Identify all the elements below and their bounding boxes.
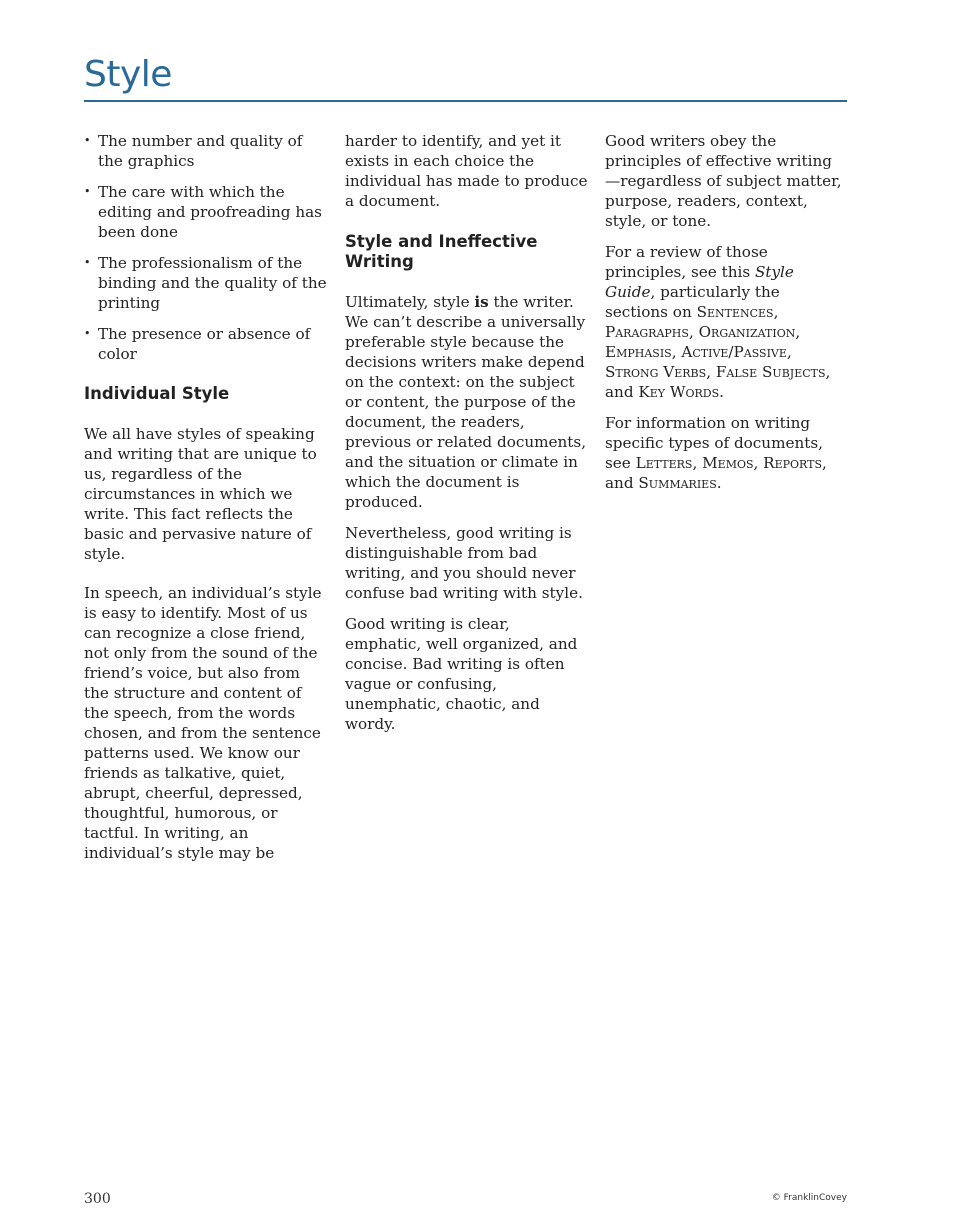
cross-reference: Reports: [763, 454, 823, 472]
separator: ,: [706, 363, 716, 381]
paragraph: Good writers obey the principles of effective writing—regardless of subject matter, purpose, readers, context, style, or tone.: [605, 132, 842, 230]
bullet-item: [84, 253, 329, 313]
paragraph: Nevertheless, good writing is distinguishable from bad writing, and you should never confuse bad writing with style.: [345, 524, 583, 602]
separator: .: [716, 474, 722, 492]
separator: , and: [605, 363, 831, 401]
column-2: [345, 131, 590, 745]
text-run: , particularly the sections on: [605, 283, 780, 321]
separator: ,: [753, 454, 764, 472]
cross-reference: Paragraphs: [605, 323, 689, 341]
cross-reference: False Subjects: [715, 363, 826, 381]
paragraph: We all have styles of speaking and writing that are unique to us, regardless of the circumstances in which we write. This fact reflects the basic and pervasive nature of style.: [84, 425, 317, 563]
separator: ,: [786, 343, 792, 361]
paragraph: In speech, an individual’s style is easy to identify. Most of us can recognize a close friend, not only from the sound of the friend’s voice, but also from the structure and content of the speech, from the words chosen, and from the sentence patterns used. We know our friends as talkative, quiet, abrupt, cheerful, depressed, thoughtful, humorous, or tactful. In writing, an individual’s style may be: [84, 584, 322, 862]
page-title: Style: [84, 54, 172, 95]
text-run: the writer. We can’t describe a universally preferable style because the decisions writers make depend on the context: on the subject or content, the purpose of the document, the readers, previous or related documents, and the situation or climate in which the document is produced.: [345, 293, 587, 511]
book-title: Style Guide: [605, 263, 794, 301]
separator: ,: [795, 323, 801, 341]
bullet-text: The care with which the editing and proofreading has been done: [98, 183, 322, 241]
cross-reference: Organization: [698, 323, 796, 341]
bullet-icon: •: [84, 327, 91, 340]
separator: ,: [773, 303, 779, 321]
paragraph: [605, 242, 847, 402]
separator: ,: [688, 323, 699, 341]
bullet-text: The professionalism of the binding and the quality of the printing: [98, 254, 327, 312]
cross-reference: Summaries: [638, 474, 717, 492]
bold-emphasis: is: [474, 293, 489, 311]
copyright-notice: © FranklinCovey: [771, 1193, 847, 1203]
column-3: [605, 131, 847, 504]
separator: ,: [692, 454, 703, 472]
title-rule: [84, 100, 847, 102]
paragraph: harder to identify, and yet it exists in each choice the individual has made to produce a document.: [345, 132, 588, 210]
bullet-icon: •: [84, 185, 91, 198]
bullet-item: [84, 324, 329, 364]
bullet-list: [84, 131, 329, 364]
cross-reference: Active/Passive: [681, 343, 787, 361]
text-run: For information on writing specific types of documents, see: [605, 414, 823, 472]
heading-style-ineffective-writing: Style and Ineffective Writing: [345, 232, 538, 271]
bullet-text: The number and quality of the graphics: [98, 132, 303, 170]
bullet-item: [84, 131, 329, 171]
heading-individual-style: Individual Style: [84, 384, 230, 403]
page-number: 300: [84, 1191, 111, 1207]
separator: , and: [605, 454, 827, 492]
bullet-item: [84, 182, 329, 242]
separator: ,: [671, 343, 682, 361]
paragraph: Good writing is clear, emphatic, well organized, and concise. Bad writing is often vague or confusing, unemphatic, chaotic, and wordy.: [345, 615, 578, 733]
text-run: For a review of those principles, see this: [605, 243, 768, 281]
bullet-icon: •: [84, 256, 91, 269]
paragraph: [345, 292, 590, 512]
paragraph: [605, 413, 847, 493]
column-1: [84, 131, 329, 874]
cross-reference: Strong Verbs: [605, 363, 707, 381]
bullet-icon: •: [84, 134, 91, 147]
bullet-text: The presence or absence of color: [98, 325, 311, 363]
cross-reference: Letters: [635, 454, 693, 472]
cross-reference: Key Words: [638, 383, 720, 401]
cross-reference: Sentences: [696, 303, 774, 321]
text-run: Ultimately, style: [345, 293, 475, 311]
cross-reference: Memos: [702, 454, 754, 472]
separator: .: [719, 383, 724, 401]
cross-reference: Emphasis: [605, 343, 672, 361]
